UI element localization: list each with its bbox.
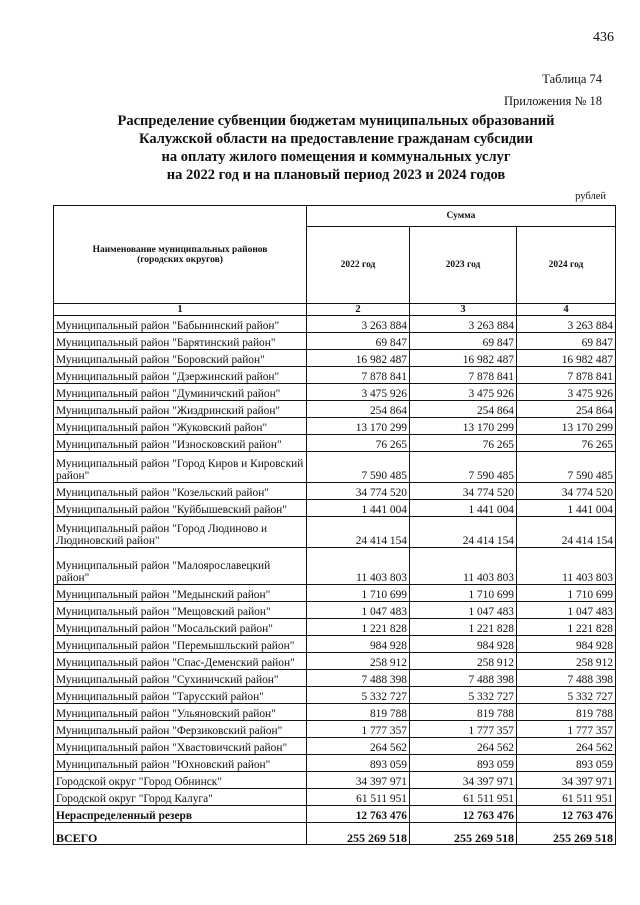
value-2022-cell: 7 878 841 [307, 367, 410, 384]
value-2024-cell: 69 847 [517, 333, 616, 350]
value-2022-cell: 7 488 398 [307, 670, 410, 687]
table-row [54, 585, 616, 602]
value-2024-cell: 255 269 518 [517, 823, 616, 845]
value-2023-cell: 1 777 357 [410, 721, 517, 738]
row-name-cell: Муниципальный район "Дзержинский район" [54, 367, 307, 384]
table-row [54, 452, 616, 483]
value-2023-cell: 1 221 828 [410, 619, 517, 636]
value-2022-cell: 34 774 520 [307, 483, 410, 500]
value-2023-cell: 254 864 [410, 401, 517, 418]
value-2022-cell: 255 269 518 [307, 823, 410, 845]
value-2023-cell: 264 562 [410, 738, 517, 755]
value-2023-cell: 7 590 485 [410, 452, 517, 483]
row-name-cell: Муниципальный район "Малоярославецкий район" [54, 548, 307, 585]
value-2024-cell: 893 059 [517, 755, 616, 772]
total-row [54, 823, 616, 845]
value-2022-cell: 7 590 485 [307, 452, 410, 483]
value-2022-cell: 24 414 154 [307, 517, 410, 548]
value-2023-cell: 24 414 154 [410, 517, 517, 548]
value-2022-cell: 69 847 [307, 333, 410, 350]
row-name-cell: Муниципальный район "Барятинский район" [54, 333, 307, 350]
value-2024-cell: 12 763 476 [517, 806, 616, 823]
column-header-2022: 2022 год [307, 227, 410, 304]
value-2024-cell: 34 397 971 [517, 772, 616, 789]
value-2024-cell: 3 475 926 [517, 384, 616, 401]
value-2024-cell: 11 403 803 [517, 548, 616, 585]
table-row [54, 602, 616, 619]
value-2024-cell: 7 590 485 [517, 452, 616, 483]
value-2024-cell: 5 332 727 [517, 687, 616, 704]
value-2023-cell: 819 788 [410, 704, 517, 721]
value-2024-cell: 34 774 520 [517, 483, 616, 500]
value-2022-cell: 76 265 [307, 435, 410, 452]
value-2023-cell: 69 847 [410, 333, 517, 350]
table-row [54, 704, 616, 721]
value-2023-cell: 1 441 004 [410, 500, 517, 517]
table-row [54, 367, 616, 384]
table-row [54, 384, 616, 401]
value-2022-cell: 258 912 [307, 653, 410, 670]
table-row [54, 619, 616, 636]
column-header-2023: 2023 год [410, 227, 517, 304]
row-name-cell: Муниципальный район "Медынский район" [54, 585, 307, 602]
appendix-reference: Приложения № 18 [504, 94, 602, 108]
value-2022-cell: 12 763 476 [307, 806, 410, 823]
row-name-cell: Муниципальный район "Боровский район" [54, 350, 307, 367]
name-header-line: (городских округов) [137, 254, 223, 265]
value-2022-cell: 3 475 926 [307, 384, 410, 401]
row-name-cell: Муниципальный район "Мосальский район" [54, 619, 307, 636]
value-2023-cell: 893 059 [410, 755, 517, 772]
value-2022-cell: 1 777 357 [307, 721, 410, 738]
table-row [54, 755, 616, 772]
value-2024-cell: 1 221 828 [517, 619, 616, 636]
row-name-cell: Муниципальный район "Ферзиковский район" [54, 721, 307, 738]
value-2022-cell: 11 403 803 [307, 548, 410, 585]
value-2024-cell: 254 864 [517, 401, 616, 418]
value-2022-cell: 984 928 [307, 636, 410, 653]
value-2022-cell: 1 221 828 [307, 619, 410, 636]
value-2023-cell: 258 912 [410, 653, 517, 670]
value-2023-cell: 76 265 [410, 435, 517, 452]
title-line: Распределение субвенции бюджетам муниципальных образований [117, 113, 555, 129]
table-row [54, 333, 616, 350]
row-name-cell: ВСЕГО [54, 823, 307, 845]
value-2023-cell: 255 269 518 [410, 823, 517, 845]
value-2024-cell: 16 982 487 [517, 350, 616, 367]
row-name-cell: Муниципальный район "Думиничский район" [54, 384, 307, 401]
column-index: 4 [517, 304, 616, 316]
table-row [54, 350, 616, 367]
row-name-cell: Муниципальный район "Город Киров и Кировский район" [54, 452, 307, 483]
value-2023-cell: 5 332 727 [410, 687, 517, 704]
column-index-row [54, 304, 616, 316]
table-row [54, 401, 616, 418]
table-row [54, 721, 616, 738]
value-2023-cell: 13 170 299 [410, 418, 517, 435]
table-row [54, 517, 616, 548]
value-2023-cell: 1 047 483 [410, 602, 517, 619]
value-2022-cell: 61 511 951 [307, 789, 410, 806]
name-header-line: Наименование муниципальных районов [92, 244, 268, 255]
row-name-cell: Муниципальный район "Город Людиново и Людиновский район" [54, 517, 307, 548]
value-2023-cell: 1 710 699 [410, 585, 517, 602]
reserve-row [54, 806, 616, 823]
value-2023-cell: 3 475 926 [410, 384, 517, 401]
value-2023-cell: 11 403 803 [410, 548, 517, 585]
row-name-cell: Муниципальный район "Бабынинский район" [54, 316, 307, 333]
value-2022-cell: 893 059 [307, 755, 410, 772]
value-2024-cell: 7 878 841 [517, 367, 616, 384]
value-2024-cell: 13 170 299 [517, 418, 616, 435]
value-2022-cell: 13 170 299 [307, 418, 410, 435]
row-name-cell: Муниципальный район "Хвастовичский район" [54, 738, 307, 755]
column-index: 1 [54, 304, 307, 316]
value-2023-cell: 34 397 971 [410, 772, 517, 789]
value-2023-cell: 12 763 476 [410, 806, 517, 823]
title-line: на 2022 год и на плановый период 2023 и 2024 годов [166, 167, 506, 183]
units-label: рублей [575, 191, 606, 202]
value-2022-cell: 16 982 487 [307, 350, 410, 367]
row-name-cell: Муниципальный район "Юхновский район" [54, 755, 307, 772]
document-title [110, 112, 562, 184]
row-name-cell: Муниципальный район "Спас-Деменский район" [54, 653, 307, 670]
value-2024-cell: 1 710 699 [517, 585, 616, 602]
table-row [54, 418, 616, 435]
value-2022-cell: 254 864 [307, 401, 410, 418]
title-line: Калужской области на предоставление гражданам субсидии [139, 131, 533, 147]
row-name-cell: Муниципальный район "Жиздринский район" [54, 401, 307, 418]
value-2022-cell: 1 710 699 [307, 585, 410, 602]
table-row [54, 483, 616, 500]
table-row [54, 738, 616, 755]
row-name-cell: Муниципальный район "Перемышльский район" [54, 636, 307, 653]
row-name-cell: Нераспределенный резерв [54, 806, 307, 823]
table-row [54, 772, 616, 789]
value-2023-cell: 34 774 520 [410, 483, 517, 500]
value-2023-cell: 3 263 884 [410, 316, 517, 333]
value-2024-cell: 1 777 357 [517, 721, 616, 738]
row-name-cell: Муниципальный район "Мещовский район" [54, 602, 307, 619]
value-2024-cell: 76 265 [517, 435, 616, 452]
table-row [54, 500, 616, 517]
row-name-cell: Городской округ "Город Калуга" [54, 789, 307, 806]
row-name-cell: Муниципальный район "Жуковский район" [54, 418, 307, 435]
value-2022-cell: 1 441 004 [307, 500, 410, 517]
column-index: 2 [307, 304, 410, 316]
row-name-cell: Муниципальный район "Куйбышевский район" [54, 500, 307, 517]
value-2023-cell: 7 488 398 [410, 670, 517, 687]
value-2023-cell: 16 982 487 [410, 350, 517, 367]
table-row [54, 789, 616, 806]
page-number: 436 [593, 30, 614, 45]
table-row [54, 670, 616, 687]
value-2023-cell: 7 878 841 [410, 367, 517, 384]
value-2024-cell: 264 562 [517, 738, 616, 755]
value-2024-cell: 1 441 004 [517, 500, 616, 517]
value-2022-cell: 5 332 727 [307, 687, 410, 704]
value-2022-cell: 819 788 [307, 704, 410, 721]
table-row [54, 316, 616, 333]
subvention-table [53, 205, 616, 845]
value-2023-cell: 61 511 951 [410, 789, 517, 806]
row-name-cell: Муниципальный район "Ульяновский район" [54, 704, 307, 721]
value-2022-cell: 264 562 [307, 738, 410, 755]
column-index: 3 [410, 304, 517, 316]
value-2024-cell: 61 511 951 [517, 789, 616, 806]
column-header-2024: 2024 год [517, 227, 616, 304]
value-2024-cell: 3 263 884 [517, 316, 616, 333]
value-2024-cell: 1 047 483 [517, 602, 616, 619]
row-name-cell: Муниципальный район "Тарусский район" [54, 687, 307, 704]
value-2024-cell: 258 912 [517, 653, 616, 670]
title-line: на оплату жилого помещения и коммунальных услуг [161, 149, 511, 165]
value-2022-cell: 3 263 884 [307, 316, 410, 333]
column-header-sum: Сумма [307, 206, 616, 227]
row-name-cell: Муниципальный район "Сухиничский район" [54, 670, 307, 687]
table-row [54, 653, 616, 670]
value-2022-cell: 1 047 483 [307, 602, 410, 619]
table-reference: Таблица 74 [542, 72, 602, 86]
table-row [54, 435, 616, 452]
row-name-cell: Муниципальный район "Козельский район" [54, 483, 307, 500]
table-row [54, 687, 616, 704]
value-2022-cell: 34 397 971 [307, 772, 410, 789]
row-name-cell: Городской округ "Город Обнинск" [54, 772, 307, 789]
value-2024-cell: 819 788 [517, 704, 616, 721]
value-2024-cell: 24 414 154 [517, 517, 616, 548]
table-row [54, 548, 616, 585]
value-2024-cell: 7 488 398 [517, 670, 616, 687]
value-2023-cell: 984 928 [410, 636, 517, 653]
column-header-name [54, 206, 307, 304]
row-name-cell: Муниципальный район "Износковский район" [54, 435, 307, 452]
value-2024-cell: 984 928 [517, 636, 616, 653]
table-row [54, 636, 616, 653]
